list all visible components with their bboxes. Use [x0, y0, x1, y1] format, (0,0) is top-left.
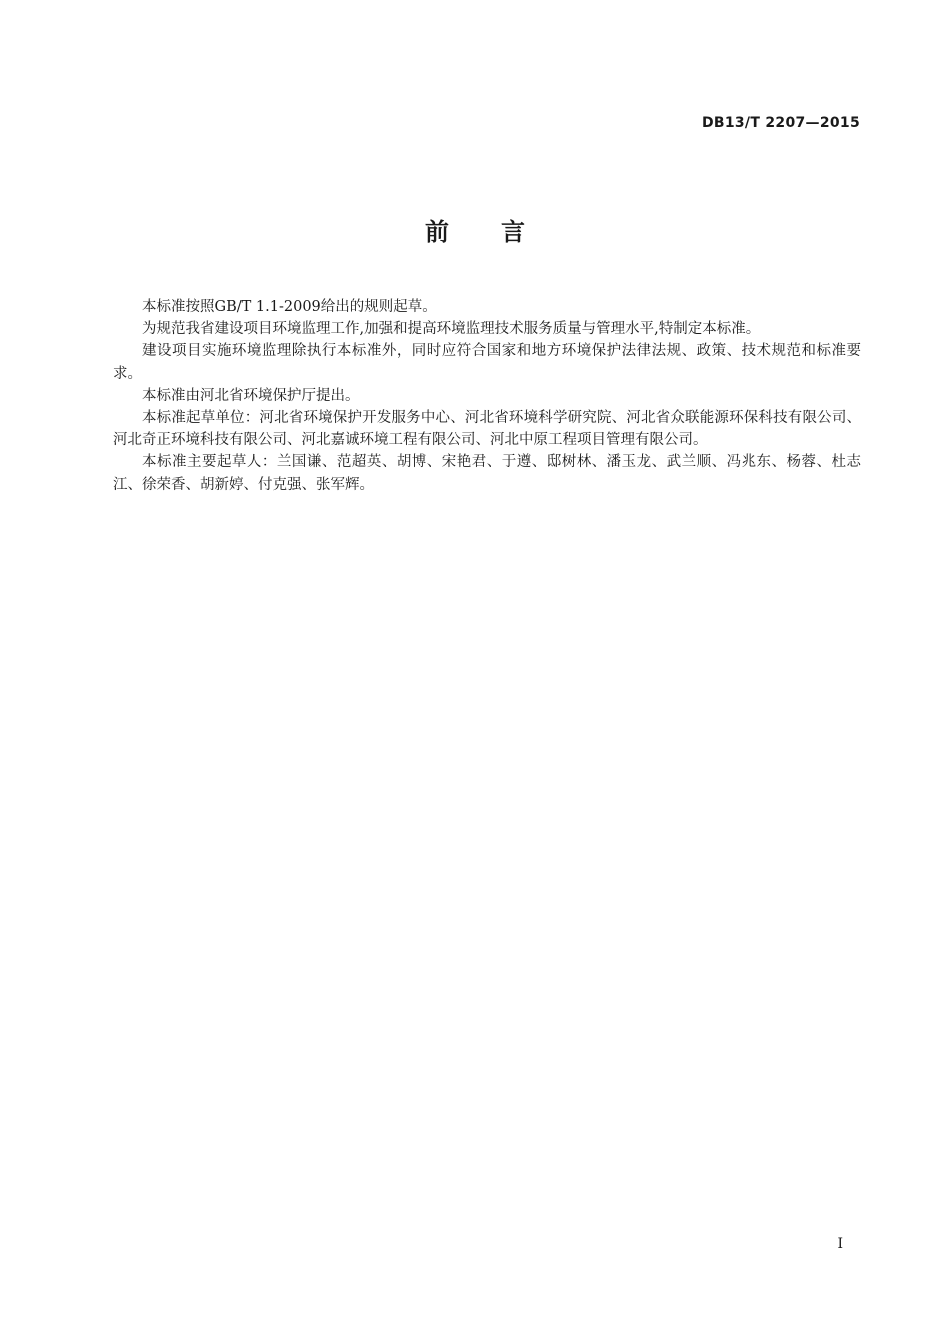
paragraph-proposer: 本标准由河北省环境保护厅提出。	[142, 387, 360, 404]
paragraph-purpose: 为规范我省建设项目环境监理工作,加强和提高环境监理技术服务质量与管理水平,特制定本标准。	[142, 321, 761, 338]
paragraph-drafting-units: 本标准起草单位：河北省环境保护开发服务中心、河北省环境科学研究院、河北省众联能源环保科技有限公司、河北奇正环境科技有限公司、河北嘉诚环境工程有限公司、河北中原工程项目管理有限公司。	[113, 410, 861, 449]
paragraph-compliance: 建设项目实施环境监理除执行本标准外，同时应符合国家和地方环境保护法律法规、政策、技术规范和标准要求。	[113, 343, 861, 382]
page-title: 前言	[425, 218, 577, 246]
document-code: DB13/T 2207—2015	[701, 115, 860, 131]
paragraph-drafters: 本标准主要起草人：兰国谦、范超英、胡博、宋艳君、于遵、邸树林、潘玉龙、武兰顺、冯兆东、杨蓉、杜志江、徐荣香、胡新婷、付克强、张军辉。	[113, 454, 861, 493]
paragraph-drafting-rules: 本标准按照GB/T 1.1-2009给出的规则起草。	[142, 299, 437, 315]
page-number: I	[837, 1236, 843, 1252]
foreword-body	[113, 296, 861, 496]
